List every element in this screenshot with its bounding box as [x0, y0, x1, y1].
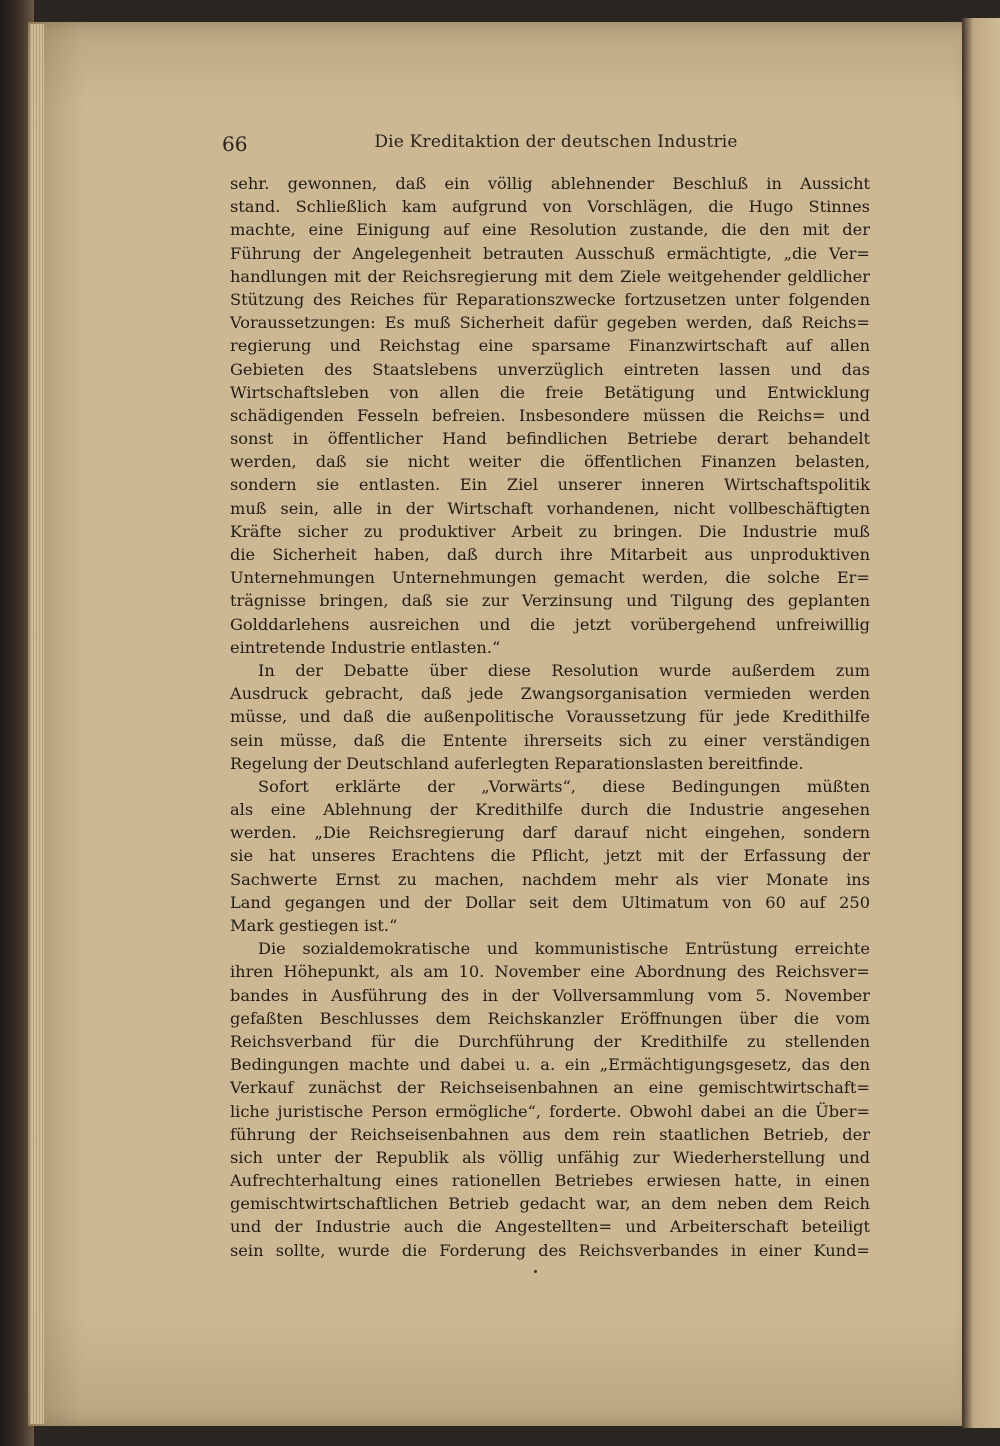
text-line: regierung und Reichstag eine sparsame Finanzwirtschaft auf allen — [230, 336, 870, 356]
text-line: führung der Reichseisenbahnen aus dem rein staatlichen Betrieb, der — [230, 1124, 870, 1144]
text-line: Gebieten des Staatslebens unverzüglich eintreten lassen und das — [230, 359, 870, 379]
text-line: Voraussetzungen: Es muß Sicherheit dafür gegeben werden, daß Reichs= — [230, 313, 870, 333]
text-line: sich unter der Republik als völlig unfähig zur Wiederherstellung und — [230, 1147, 870, 1167]
text-line: Sofort erklärte der „Vorwärts“, diese Bedingungen müßten — [258, 776, 870, 796]
text-line: Stützung des Reiches für Reparationszwecke fortzusetzen unter folgenden — [230, 289, 870, 309]
page-number: 66 — [222, 132, 248, 156]
text-line: machte, eine Einigung auf eine Resolution zustande, die den mit der — [230, 220, 870, 240]
text-line: Verkauf zunächst der Reichseisenbahnen an eine gemischtwirtschaft= — [230, 1078, 870, 1098]
text-line: trägnisse bringen, daß sie zur Verzinsung und Tilgung des geplanten — [230, 591, 870, 611]
text-line: Wirtschaftsleben von allen die freie Betätigung und Entwicklung — [230, 382, 870, 402]
text-line: liche juristische Person ermögliche“, forderte. Obwohl dabei an die Über= — [230, 1101, 870, 1121]
text-line: ihren Höhepunkt, als am 10. November eine Abordnung des Reichsver= — [230, 962, 870, 982]
text-line: Kräfte sicher zu produktiver Arbeit zu bringen. Die Industrie muß — [230, 521, 870, 541]
text-line: schädigenden Fesseln befreien. Insbesondere müssen die Reichs= und — [230, 405, 870, 425]
text-line: sein sollte, wurde die Forderung des Reichsverbandes in einer Kund= — [230, 1240, 870, 1260]
text-line: Regelung der Deutschland auferlegten Reparationslasten bereitfinde. — [230, 753, 804, 773]
page-header — [222, 128, 890, 164]
text-line: Land gegangen und der Dollar seit dem Ultimatum von 60 auf 250 — [230, 892, 870, 912]
text-line: sehr. gewonnen, daß ein völlig ablehnender Beschluß in Aussicht — [230, 174, 870, 193]
running-title: Die Kreditaktion der deutschen Industrie — [374, 132, 738, 152]
text-line: die Sicherheit haben, daß durch ihre Mitarbeit aus unproduktiven — [230, 545, 870, 564]
text-line: werden. „Die Reichsregierung darf darauf nicht eingehen, sondern — [230, 823, 870, 843]
facing-page-edge — [962, 18, 1000, 1428]
text-line: eintretende Industrie entlasten.“ — [230, 637, 501, 657]
text-line: bandes in Ausführung des in der Vollversammlung vom 5. November — [230, 985, 870, 1005]
text-line: als eine Ablehnung der Kredithilfe durch die Industrie angesehen — [230, 800, 870, 820]
body-text — [230, 172, 870, 1262]
text-line: Aufrechterhaltung eines rationellen Betriebes erwiesen hatte, in einen — [230, 1171, 870, 1191]
text-line: Bedingungen machte und dabei u. a. ein „Ermächtigungsgesetz, das den — [230, 1055, 870, 1075]
text-line: Unternehmungen Unternehmungen gemacht werden, die solche Er= — [230, 568, 870, 588]
text-line: In der Debatte über diese Resolution wurde außerdem zum — [258, 660, 870, 680]
text-line: stand. Schließlich kam aufgrund von Vorschlägen, die Hugo Stinnes — [230, 197, 870, 217]
text-line: Führung der Angelegenheit betrauten Ausschuß ermächtigte, „die Ver= — [230, 243, 870, 263]
text-line: müsse, und daß die außenpolitische Voraussetzung für jede Kredithilfe — [230, 707, 870, 727]
text-line: Ausdruck gebracht, daß jede Zwangsorganisation vermieden werden — [230, 684, 870, 704]
text-line: gefaßten Beschlusses dem Reichskanzler Eröffnungen über die vom — [230, 1008, 870, 1028]
text-line: werden, daß sie nicht weiter die öffentlichen Finanzen belasten, — [230, 452, 870, 472]
text-line: handlungen mit der Reichsregierung mit dem Ziele weitgehender geldlicher — [230, 266, 870, 286]
page-mark-dot — [534, 1270, 537, 1273]
text-line: und der Industrie auch die Angestellten= und Arbeiterschaft beteiligt — [230, 1217, 870, 1237]
text-line: gemischtwirtschaftlichen Betrieb gedacht war, an dem neben dem Reich — [230, 1194, 870, 1214]
text-line: Mark gestiegen ist.“ — [230, 916, 398, 935]
text-line: sie hat unseres Erachtens die Pflicht, jetzt mit der Erfassung der — [230, 846, 870, 866]
text-line: sonst in öffentlicher Hand befindlichen Betriebe derart behandelt — [230, 429, 870, 449]
page-stack-edge — [30, 24, 44, 1424]
text-line: muß sein, alle in der Wirtschaft vorhandenen, nicht vollbeschäftigten — [230, 498, 870, 518]
text-line: Die sozialdemokratische und kommunistische Entrüstung erreichte — [258, 939, 870, 959]
text-line: Reichsverband für die Durchführung der Kredithilfe zu stellenden — [230, 1031, 870, 1051]
text-line: sein müsse, daß die Entente ihrerseits sich zu einer verständigen — [230, 730, 870, 750]
text-line: Golddarlehens ausreichen und die jetzt vorübergehend unfreiwillig — [230, 614, 870, 634]
text-line: Sachwerte Ernst zu machen, nachdem mehr als vier Monate ins — [230, 869, 870, 889]
text-line: sondern sie entlasten. Ein Ziel unserer inneren Wirtschaftspolitik — [230, 475, 870, 495]
